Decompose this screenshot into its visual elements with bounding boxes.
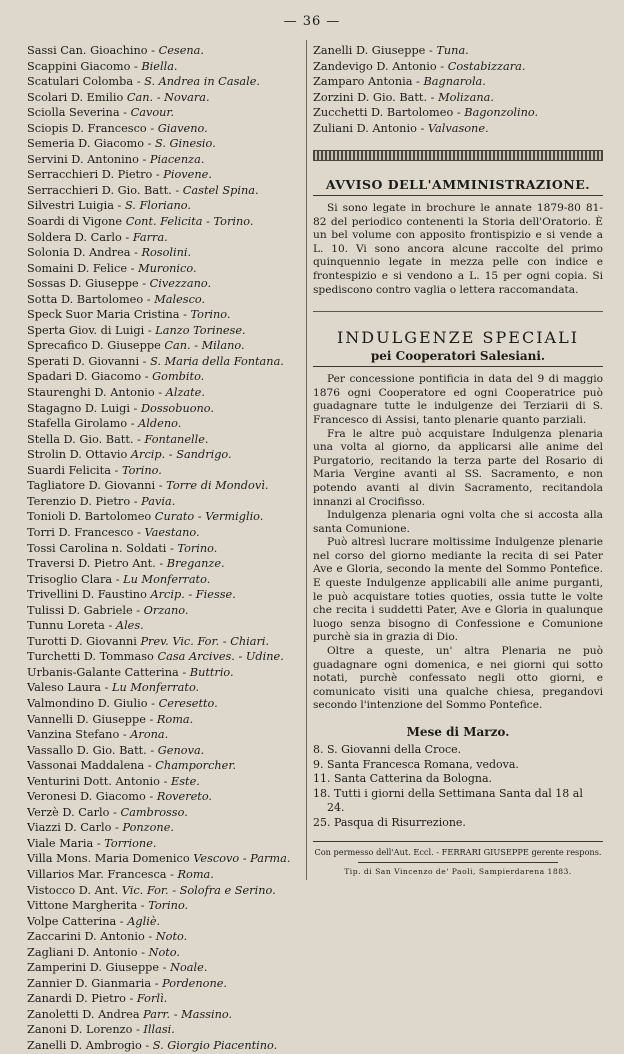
entry-place: Piacenza.	[149, 152, 205, 166]
entry-name: Solonia D. Andrea -	[27, 246, 138, 260]
entry-place: Ponzone.	[122, 821, 174, 835]
entry-place: S. Ginesio.	[155, 137, 216, 151]
entry-place: Cont. Felicita - Torino.	[125, 215, 254, 229]
list-item	[27, 276, 309, 292]
feast-item: 18. Tutti i giorni della Settimana Santa dal 18 al 24.	[313, 786, 583, 815]
entry-name: Serracchieri D. Pietro -	[27, 168, 160, 182]
indulgenze-paragraph: Oltre a queste, un' altra Plenaria ne può guadagnare ogni domenica, e nei giorni qui sotto notati, purchè confessato negli otto giorni, e comunicato visiti una qualche chiesa, pregandovi secondo l'intenzione del Sommo Pontefice.	[313, 645, 603, 712]
entry-name: Zanoletti D. Andrea	[27, 1007, 140, 1021]
avviso-rule	[313, 195, 603, 196]
entry-place: Dossobuono.	[140, 401, 215, 415]
list-item	[27, 556, 309, 572]
list-item	[27, 447, 309, 463]
list-item	[27, 338, 309, 354]
indulgenze-paragraph: Può altresì lucrare moltissime Indulgenze plenarie nel corso del giorno mediante la recita di sei Pater Ave e Gloria, secondo la mente del Sommo Pontefice. E queste Indulgenze applicabili alle anime purganti, le può acquistare toties quoties, ossia tutte le volte che recita i suddetti Pater, Ave e Gloria in qualunque luogo senza bisogno di Confessione e Comunione purchè sia in grazia di Dio.	[313, 536, 603, 644]
entry-name: Semeria D. Giacomo -	[27, 137, 152, 151]
entry-place: Torino.	[190, 308, 231, 322]
entry-place: Vescovo - Parma.	[193, 852, 291, 866]
entry-place: Costabizzara.	[447, 59, 526, 73]
indulgenze-title: INDULGENZE SPECIALI	[336, 328, 580, 348]
entry-name: Terenzio D. Pietro -	[27, 494, 138, 508]
entry-name: Torri D. Francesco -	[27, 525, 141, 539]
list-item	[27, 976, 309, 992]
entry-name: Verzè D. Carlo -	[27, 805, 117, 819]
entry-name: Viale Maria -	[27, 836, 101, 850]
list-item	[27, 960, 309, 976]
indulgenze-paragraph: Fra le altre può acquistare Indulgenza plenaria una volta al giorno, da applicarsi alle anime del Purgatorio, recitando la terza parte del Rosario di Maria Vergine avanti al SS. Sacramento, e non potendo avanti al divin Sacramento, recitandola innanzi al Crocifisso.	[313, 427, 603, 508]
entry-place: Roma.	[156, 712, 194, 726]
entry-place: Tuna.	[436, 44, 469, 57]
entry-place: Forlì.	[136, 992, 168, 1006]
entry-place: Orzano.	[143, 603, 189, 617]
entry-name: Zagliani D. Antonio -	[27, 945, 145, 959]
entry-place: S. Floriano.	[124, 199, 191, 213]
list-item	[27, 74, 309, 90]
cooperators-list-left	[27, 43, 309, 1054]
entry-place: Torre di Mondovì.	[166, 479, 269, 493]
list-item	[27, 307, 309, 323]
entry-name: Zamparo Antonia -	[313, 75, 420, 88]
entry-name: Tonioli D. Bartolomeo	[27, 510, 152, 524]
list-item	[27, 789, 309, 805]
entry-place: Lu Monferrato.	[123, 572, 211, 586]
entry-place: Champorcher.	[155, 759, 237, 773]
entry-name: Zanelli D. Ambrogio -	[27, 1039, 150, 1052]
entry-name: Turotti D. Giovanni	[27, 634, 137, 648]
list-item	[27, 805, 309, 821]
entry-place: Biella.	[141, 59, 178, 73]
entry-name: Zanardi D. Pietro -	[27, 992, 134, 1006]
entry-name: Scolari D. Emilio	[27, 90, 124, 104]
list-item	[27, 90, 309, 106]
right-column	[313, 43, 603, 876]
list-item	[27, 136, 309, 152]
entry-name: Scatulari Colomba -	[27, 75, 141, 89]
entry-name: Veronesi D. Giacomo -	[27, 790, 154, 804]
entry-place: Ceresetto.	[158, 696, 218, 710]
entry-place: Arcip. - Sandrigo.	[130, 448, 232, 462]
entry-place: Vic. For. - Solofra e Serino.	[121, 883, 276, 897]
list-item	[313, 43, 603, 59]
entry-place: Alzate.	[165, 386, 205, 400]
list-item	[27, 385, 309, 401]
entry-place: Pavia.	[141, 494, 176, 508]
list-item	[27, 587, 309, 603]
list-item	[313, 105, 603, 121]
entry-name: Tossi Carolina n. Soldati -	[27, 541, 174, 555]
entry-name: Sassi Can. Gioachino -	[27, 44, 155, 57]
entry-name: Tulissi D. Gabriele -	[27, 603, 141, 617]
entry-name: Viazzi D. Carlo -	[27, 821, 119, 835]
list-item	[313, 74, 603, 90]
entry-place: Agliè.	[127, 914, 161, 928]
entry-name: Valmondino D. Giulio -	[27, 696, 155, 710]
list-item	[27, 230, 309, 246]
entry-place: Rosolini.	[141, 246, 192, 260]
list-item	[27, 634, 309, 650]
list-item	[27, 1038, 309, 1054]
entry-name: Urbanis-Galante Catterina -	[27, 665, 187, 679]
entry-name: Turchetti D. Tommaso	[27, 650, 154, 664]
list-item	[313, 59, 603, 75]
entry-place: Fontanelle.	[144, 432, 209, 446]
entry-name: Trivellini D. Faustino	[27, 588, 147, 602]
list-item	[27, 836, 309, 852]
list-item	[27, 867, 309, 883]
entry-name: Venturini Dott. Antonio -	[27, 774, 168, 788]
indulgenze-rule	[313, 366, 603, 367]
entry-place: Castel Spina.	[182, 183, 259, 197]
entry-name: Vanzina Stefano -	[27, 728, 127, 742]
list-item	[27, 945, 309, 961]
cooperators-list-right	[313, 43, 603, 136]
entry-name: Strolin D. Ottavio	[27, 448, 128, 462]
ornamental-band	[313, 150, 603, 161]
entry-place: S. Andrea in Casale.	[144, 75, 260, 89]
avviso-body: Si sono legate in brochure le annate 1879-80 81-82 del periodico contenenti la Storia dell'Oratorio. È un bel volume con apposito frontispizio e si vende a L. 10. Vi sono ancora alcune raccolte del primo quinquennio legate in mezza pelle con indice e frontespizio e si vendono a L. 15 per ogni copia. Si spediscono contro vaglia o lettera raccomandata.	[313, 202, 603, 296]
entry-name: Zannier D. Gianmaria -	[27, 976, 159, 990]
entry-place: Piovene.	[163, 168, 212, 182]
entry-place: Buttrio.	[189, 665, 234, 679]
feast-item: 8. S. Giovanni della Croce.	[313, 743, 462, 756]
entry-place: Rovereto.	[156, 790, 213, 804]
entry-name: Sciolla Severina -	[27, 106, 127, 120]
footer-rule	[313, 841, 603, 842]
entry-place: Torino.	[148, 899, 189, 913]
entry-place: Civezzano.	[149, 277, 212, 291]
entry-place: Ales.	[115, 619, 144, 633]
list-item	[27, 758, 309, 774]
entry-name: Silvestri Luigia -	[27, 199, 122, 213]
entry-name: Somaini D. Felice -	[27, 261, 135, 275]
list-item	[27, 680, 309, 696]
entry-place: Muronico.	[138, 261, 197, 275]
list-item	[27, 541, 309, 557]
indulgenze-body	[313, 373, 603, 713]
list-item	[27, 991, 309, 1007]
entry-name: Valeso Laura -	[27, 681, 109, 695]
entry-name: Soardi di Vigone	[27, 215, 123, 229]
list-item	[27, 914, 309, 930]
list-item	[27, 618, 309, 634]
entry-name: Sossas D. Giuseppe -	[27, 277, 147, 291]
entry-name: Serracchieri D. Gio. Batt. -	[27, 183, 180, 197]
list-item	[27, 727, 309, 743]
entry-name: Sperati D. Giovanni -	[27, 354, 147, 368]
entry-name: Villarios Mar. Francesca -	[27, 867, 174, 881]
list-item	[27, 665, 309, 681]
entry-place: Cesena.	[158, 44, 204, 57]
list-item	[27, 261, 309, 277]
list-item	[27, 929, 309, 945]
list-item	[27, 354, 309, 370]
list-item	[27, 898, 309, 914]
entry-place: Parr. - Massino.	[143, 1007, 233, 1021]
entry-name: Spadari D. Giacomo -	[27, 370, 149, 384]
list-item	[27, 478, 309, 494]
list-item	[27, 43, 309, 59]
list-item	[27, 743, 309, 759]
entry-place: Illasi.	[143, 1023, 175, 1037]
list-item	[27, 463, 309, 479]
entry-place: Torino.	[177, 541, 218, 555]
entry-place: Cavour.	[130, 106, 175, 120]
entry-name: Vannelli D. Giuseppe -	[27, 712, 154, 726]
entry-name: Zanelli D. Giuseppe -	[313, 44, 433, 57]
entry-name: Stella D. Gio. Batt. -	[27, 432, 141, 446]
list-item	[27, 572, 309, 588]
list-item	[313, 121, 603, 137]
list-item	[27, 712, 309, 728]
entry-place: Noale.	[170, 961, 208, 975]
entry-place: Cambrosso.	[120, 805, 188, 819]
entry-place: Giaveno.	[157, 121, 208, 135]
entry-name: Vittone Margherita -	[27, 899, 145, 913]
entry-place: Noto.	[148, 945, 180, 959]
entry-name: Zandevigo D. Antonio -	[313, 59, 445, 73]
list-item	[27, 416, 309, 432]
list-item	[27, 509, 309, 525]
list-item	[27, 198, 309, 214]
entry-name: Tagliatore D. Giovanni -	[27, 479, 163, 493]
list-item	[27, 851, 309, 867]
entry-name: Zuliani D. Antonio -	[313, 121, 425, 135]
entry-name: Sotta D. Bartolomeo -	[27, 292, 151, 306]
entry-name: Zamperini D. Giuseppe -	[27, 961, 167, 975]
footer-permission: Con permesso dell'Aut. Eccl. - FERRARI GIUSEPPE gerente respons.	[314, 846, 602, 857]
column-divider	[306, 40, 307, 880]
entry-place: Torrione.	[104, 836, 157, 850]
entry-name: Scappini Giacomo -	[27, 59, 138, 73]
list-item	[27, 1022, 309, 1038]
entry-place: Bagonzolino.	[464, 106, 539, 119]
entry-name: Volpe Catterina -	[27, 914, 124, 928]
footer-rule-short	[358, 862, 558, 863]
entry-place: Malesco.	[154, 292, 206, 306]
entry-place: S. Giorgio Piacentino.	[152, 1039, 278, 1052]
entry-name: Sprecafico D. Giuseppe	[27, 339, 161, 353]
list-item	[27, 432, 309, 448]
list-item	[27, 105, 309, 121]
entry-place: Arona.	[130, 728, 169, 742]
feast-item: 11. Santa Catterina da Bologna.	[313, 772, 493, 786]
entry-place: Torino.	[121, 463, 162, 477]
entry-name: Staurenghi D. Antonio -	[27, 386, 163, 400]
list-item	[27, 167, 309, 183]
entry-name: Zaccarini D. Antonio -	[27, 930, 153, 944]
entry-name: Vassallo D. Gio. Batt. -	[27, 743, 155, 757]
entry-place: Lu Monferrato.	[112, 681, 200, 695]
entry-name: Zucchetti D. Bartolomeo -	[313, 106, 461, 119]
entry-place: Farra.	[132, 230, 168, 244]
entry-name: Villa Mons. Maria Domenico	[27, 852, 190, 866]
entry-place: Can. - Milano.	[164, 339, 245, 353]
list-item	[27, 245, 309, 261]
list-item	[27, 59, 309, 75]
entry-name: Vistocco D. Ant.	[27, 883, 119, 897]
entry-name: Suardi Felicita -	[27, 463, 119, 477]
entry-name: Sperta Giov. di Luigi -	[27, 323, 152, 337]
entry-place: Curato - Vermiglio.	[154, 510, 264, 524]
entry-place: Casa Arcives. - Udine.	[157, 650, 284, 664]
list-item	[27, 494, 309, 510]
entry-place: S. Maria della Fontana.	[150, 354, 284, 368]
entry-place: Noto.	[155, 930, 188, 944]
feast-item: 9. Santa Francesca Romana, vedova.	[313, 757, 519, 771]
entry-place: Prev. Vic. For. - Chiari.	[140, 634, 270, 648]
list-item	[27, 603, 309, 619]
entry-name: Speck Suor Maria Cristina -	[27, 308, 187, 322]
list-item	[27, 1007, 309, 1023]
entry-place: Vaestano.	[144, 525, 200, 539]
list-item	[27, 323, 309, 339]
entry-name: Trisoglio Clara -	[27, 572, 120, 586]
entry-place: Genova.	[157, 743, 205, 757]
entry-place: Este.	[170, 774, 200, 788]
list-item	[27, 292, 309, 308]
entry-place: Gombito.	[152, 370, 205, 384]
entry-place: Roma.	[177, 867, 214, 881]
indulgenze-paragraph: Per concessione pontificia in data del 9 di maggio 1876 ogni Cooperatore ed ogni Cooperatrice può guadagnare tutte le indulgenze dei Terziarii di S. Francesco di Assisi, tanto plenarie quanto parziali.	[313, 373, 603, 426]
entry-name: Stagagno D. Luigi -	[27, 401, 138, 415]
entry-place: Molizana.	[438, 90, 494, 104]
month-title: Mese di Marzo.	[406, 725, 510, 739]
entry-place: Lanzo Torinese.	[155, 323, 246, 337]
page-number: — 36 —	[283, 14, 341, 29]
entry-place: Bagnarola.	[423, 75, 486, 88]
list-item	[313, 90, 603, 106]
entry-place: Pordenone.	[162, 976, 228, 990]
feast-item: 25. Pasqua di Risurrezione.	[313, 815, 466, 829]
list-item	[27, 525, 309, 541]
avviso-title: AVVISO DELL'AMMINISTRAZIONE.	[325, 177, 591, 192]
list-item	[27, 401, 309, 417]
entry-name: Stafella Girolamo -	[27, 417, 135, 431]
entry-name: Zanoni D. Lorenzo -	[27, 1023, 140, 1037]
entry-name: Zorzini D. Gio. Batt. -	[313, 90, 435, 104]
entry-place: Arcip. - Fiesse.	[150, 588, 236, 602]
entry-name: Servini D. Antonino -	[27, 152, 147, 166]
list-item	[27, 774, 309, 790]
indulgenze-paragraph: Indulgenza plenaria ogni volta che si accosta alla santa Comunione.	[313, 509, 603, 535]
entry-name: Soldera D. Carlo -	[27, 230, 130, 244]
list-item	[27, 883, 309, 899]
indulgenze-subtitle: pei Cooperatori Salesiani.	[370, 349, 546, 364]
entry-name: Tunnu Loreta -	[27, 619, 113, 633]
entry-name: Traversi D. Pietro Ant. -	[27, 557, 164, 571]
list-item	[27, 183, 309, 199]
list-item	[27, 121, 309, 137]
list-item	[27, 649, 309, 665]
list-item	[27, 369, 309, 385]
entry-place: Can. - Novara.	[126, 90, 210, 104]
feast-list	[313, 743, 603, 831]
footer-printer: Tip. di San Vincenzo de' Paoli, Sampierdarena 1883.	[344, 866, 572, 876]
list-item	[27, 152, 309, 168]
entry-name: Vassonai Maddalena -	[27, 759, 152, 773]
entry-name: Sciopis D. Francesco -	[27, 121, 155, 135]
entry-place: Valvasone.	[427, 121, 489, 135]
entry-place: Breganze.	[166, 557, 225, 571]
section-rule	[313, 311, 603, 312]
entry-place: Aldeno.	[138, 417, 182, 431]
list-item	[27, 696, 309, 712]
list-item	[27, 214, 309, 230]
list-item	[27, 820, 309, 836]
